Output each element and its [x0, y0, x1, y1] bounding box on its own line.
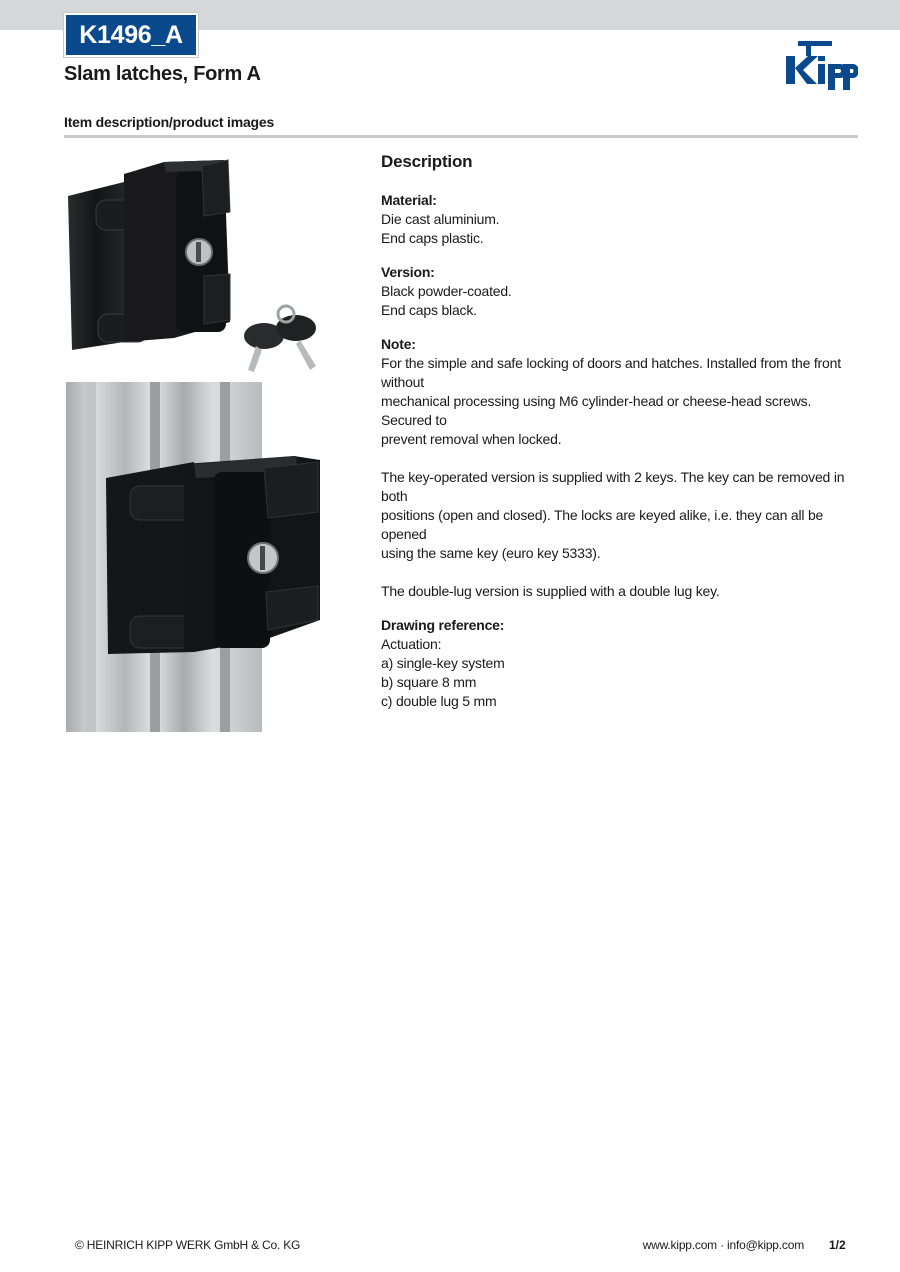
note-line: mechanical processing using M6 cylinder-head or cheese-head screws. Secured to	[381, 393, 812, 428]
drawing-reference-line: Actuation:	[381, 636, 442, 652]
note-line: The double-lug version is supplied with a double lug key.	[381, 583, 720, 599]
version-label: Version:	[381, 264, 435, 280]
note-label: Note:	[381, 336, 416, 352]
description-title: Description	[381, 152, 473, 171]
note-line: positions (open and closed). The locks are keyed alike, i.e. they can all be opened	[381, 507, 824, 542]
note-line: For the simple and safe locking of doors and hatches. Installed from the front without	[381, 355, 841, 390]
note-line: using the same key (euro key 5333).	[381, 545, 601, 561]
slam-latch-mounted-on-profile-photo	[64, 382, 326, 732]
material-section	[381, 191, 861, 248]
note-line: prevent removal when locked.	[381, 431, 562, 447]
note-paragraph	[381, 354, 861, 449]
section-divider	[64, 135, 858, 138]
drawing-reference-line: c) double lug 5 mm	[381, 693, 497, 709]
note-paragraph	[381, 582, 861, 601]
footer-copyright: © HEINRICH KIPP WERK GmbH & Co. KG	[75, 1238, 301, 1252]
drawing-reference-label: Drawing reference:	[381, 617, 505, 633]
slam-latch-with-keys-photo	[64, 152, 326, 378]
note-paragraph	[381, 468, 861, 563]
footer-contact: www.kipp.com · info@kipp.com	[642, 1238, 804, 1252]
section-heading: Item description/product images	[64, 114, 275, 130]
drawing-reference-section	[381, 616, 861, 711]
drawing-reference-line: b) square 8 mm	[381, 674, 477, 690]
material-line: Die cast aluminium.	[381, 211, 500, 227]
version-line: End caps black.	[381, 302, 477, 318]
kipp-logo	[784, 38, 858, 92]
description-panel	[381, 152, 861, 726]
drawing-reference-line: a) single-key system	[381, 655, 505, 671]
note-section	[381, 335, 861, 601]
material-label: Material:	[381, 192, 437, 208]
note-line: The key-operated version is supplied with 2 keys. The key can be removed in both	[381, 469, 845, 504]
page-title: Slam latches, Form A	[64, 63, 261, 85]
material-line: End caps plastic.	[381, 230, 484, 246]
page-number: 1/2	[829, 1238, 846, 1252]
version-section	[381, 263, 861, 320]
version-line: Black powder-coated.	[381, 283, 512, 299]
product-code-badge: K1496_A	[64, 13, 198, 57]
